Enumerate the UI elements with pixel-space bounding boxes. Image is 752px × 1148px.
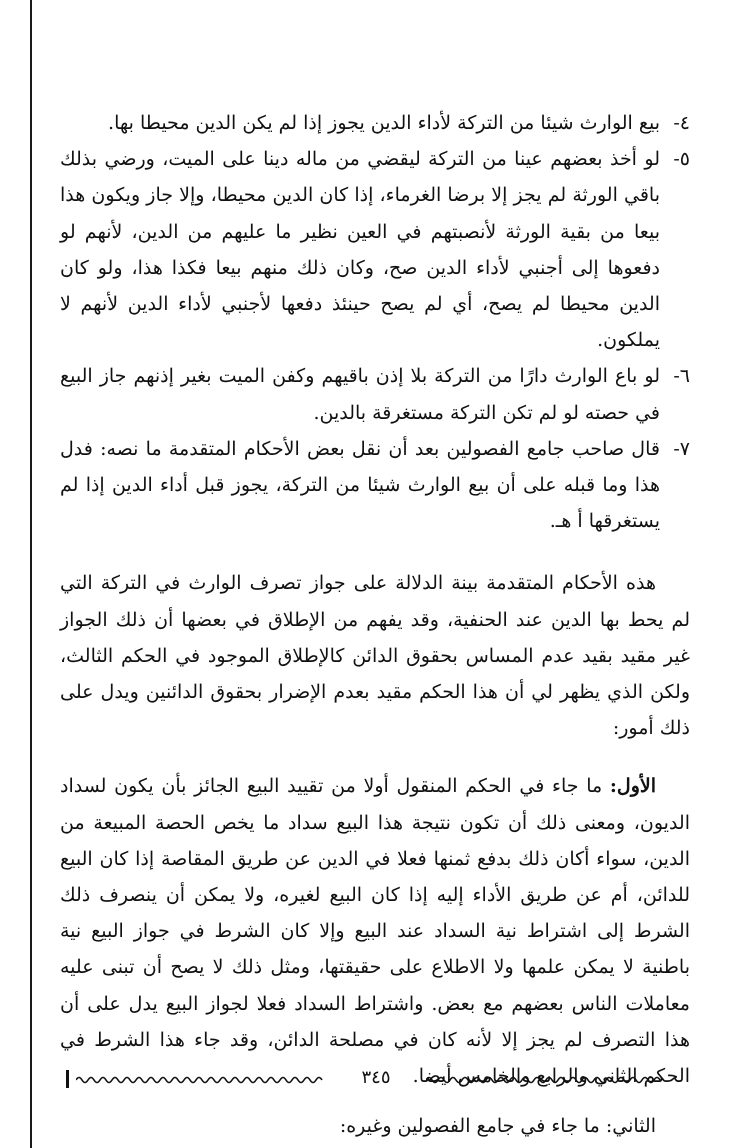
paragraph-text: ما جاء في جامع الفصولين وغيره: bbox=[339, 1115, 606, 1138]
paragraph-text: ما جاء في الحكم المنقول أولا من تقييد البيع الجائز بأن يكون لسداد الديون، ومعنى ذلك أن تكون نتيجة هذا البيع سداد ما يخص الحصة المبيعة من الدين، سواء أكان ذلك بدفع ثمنها فعلا في الدين عن طريق المقاصة إذا كان البيع للدائن، أم عن طريق الأداء إليه إذا كان البيع لغيره، ولا يمكن أن ينصرف ذلك الشرط إلى اشتراط نية السداد عند البيع وإلا كان الشرط في جواز البيع نية باطنية لا يمكن علمها ولا الاطلاع على حقيقتها، ومثل ذلك لا يصح أن تبنى عليه معاملات الناس بعضهم مع بعض. واشتراط السداد فعلا لجواز البيع يدل على أن هذا التصرف لم يجز إلا لأنه كان في مصلحة الدائن، وقد جاء هذا الشرط في الحكم الثاني والرابع والخامس أيضا. bbox=[60, 775, 690, 1088]
footer-wave-left bbox=[76, 1064, 326, 1092]
list-item bbox=[60, 431, 690, 540]
list-item bbox=[60, 105, 690, 141]
main-text bbox=[60, 105, 690, 1144]
list-item-text: لو أخذ بعضهم عينا من التركة ليقضي من ماله دينا على الميت، ورضي بذلك باقي الورثة لم يجز إلا برضا الغرماء، إذا كان الدين محيطا، وإلا جاز ويكون هذا بيعا من بقية الورثة لأنصبتهم في العين نظير ما عليهم من الدين، لأنهم لو دفعوها إلى أجنبي لأداء الدين صح، وكان ذلك منهم بيعا فكذا هذا، ولو كان الدين محيطا لم يصح، أي لم يصح حينئذ دفعها لأجنبي لأداء الدين لأنهم لا يملكون. bbox=[60, 148, 660, 352]
page-binding-rule bbox=[30, 0, 32, 1148]
paragraph-lead: الأول: bbox=[609, 775, 656, 798]
spacer bbox=[60, 1094, 690, 1108]
list-item-number: ٧- bbox=[673, 437, 690, 460]
page-number: ٣٤٥ bbox=[361, 1067, 391, 1088]
spacer bbox=[60, 746, 690, 768]
list-item-number: ٥- bbox=[673, 148, 690, 171]
spacer bbox=[60, 539, 690, 565]
paragraph-lead: الثاني: bbox=[605, 1115, 656, 1138]
list-item-number: ٦- bbox=[673, 365, 690, 388]
page-footer bbox=[66, 1064, 666, 1092]
paragraph-first-reason bbox=[60, 768, 690, 1094]
list-item bbox=[60, 141, 690, 358]
paragraph-conclusion: هذه الأحكام المتقدمة بينة الدلالة على جواز تصرف الوارث في التركة التي لم يحط بها الدين عند الحنفية، وقد يفهم من الإطلاق في بعضها أن ذلك الجواز غير مقيد بقيد عدم المساس بحقوق الدائن كالإطلاق الموجود في الحكم الثالث، ولكن الذي يظهر لي أن هذا الحكم مقيد بعدم الإضرار بحقوق الدائنين ويدل على ذلك أمور: bbox=[60, 572, 690, 740]
footer-end-bar bbox=[66, 1070, 69, 1088]
paragraph-second-reason bbox=[60, 1108, 690, 1144]
footer-wave-right bbox=[426, 1064, 662, 1092]
list-item-text: قال صاحب جامع الفصولين بعد أن نقل بعض الأحكام المتقدمة ما نصه: فدل هذا وما قبله على أن بيع الوارث شيئا من التركة، يجوز قبل أداء الدين إذا لم يستغرقها أ هـ. bbox=[60, 437, 660, 533]
list-item-text: لو باع الوارث دارًا من التركة بلا إذن باقيهم وكفن الميت بغير إذنهم جاز البيع في حصته لو لم تكن التركة مستغرقة بالدين. bbox=[60, 365, 660, 424]
list-item-text: بيع الوارث شيئا من التركة لأداء الدين يجوز إذا لم يكن الدين محيطا بها. bbox=[108, 112, 660, 134]
list-item bbox=[60, 358, 690, 430]
list-item-number: ٤- bbox=[673, 112, 690, 134]
